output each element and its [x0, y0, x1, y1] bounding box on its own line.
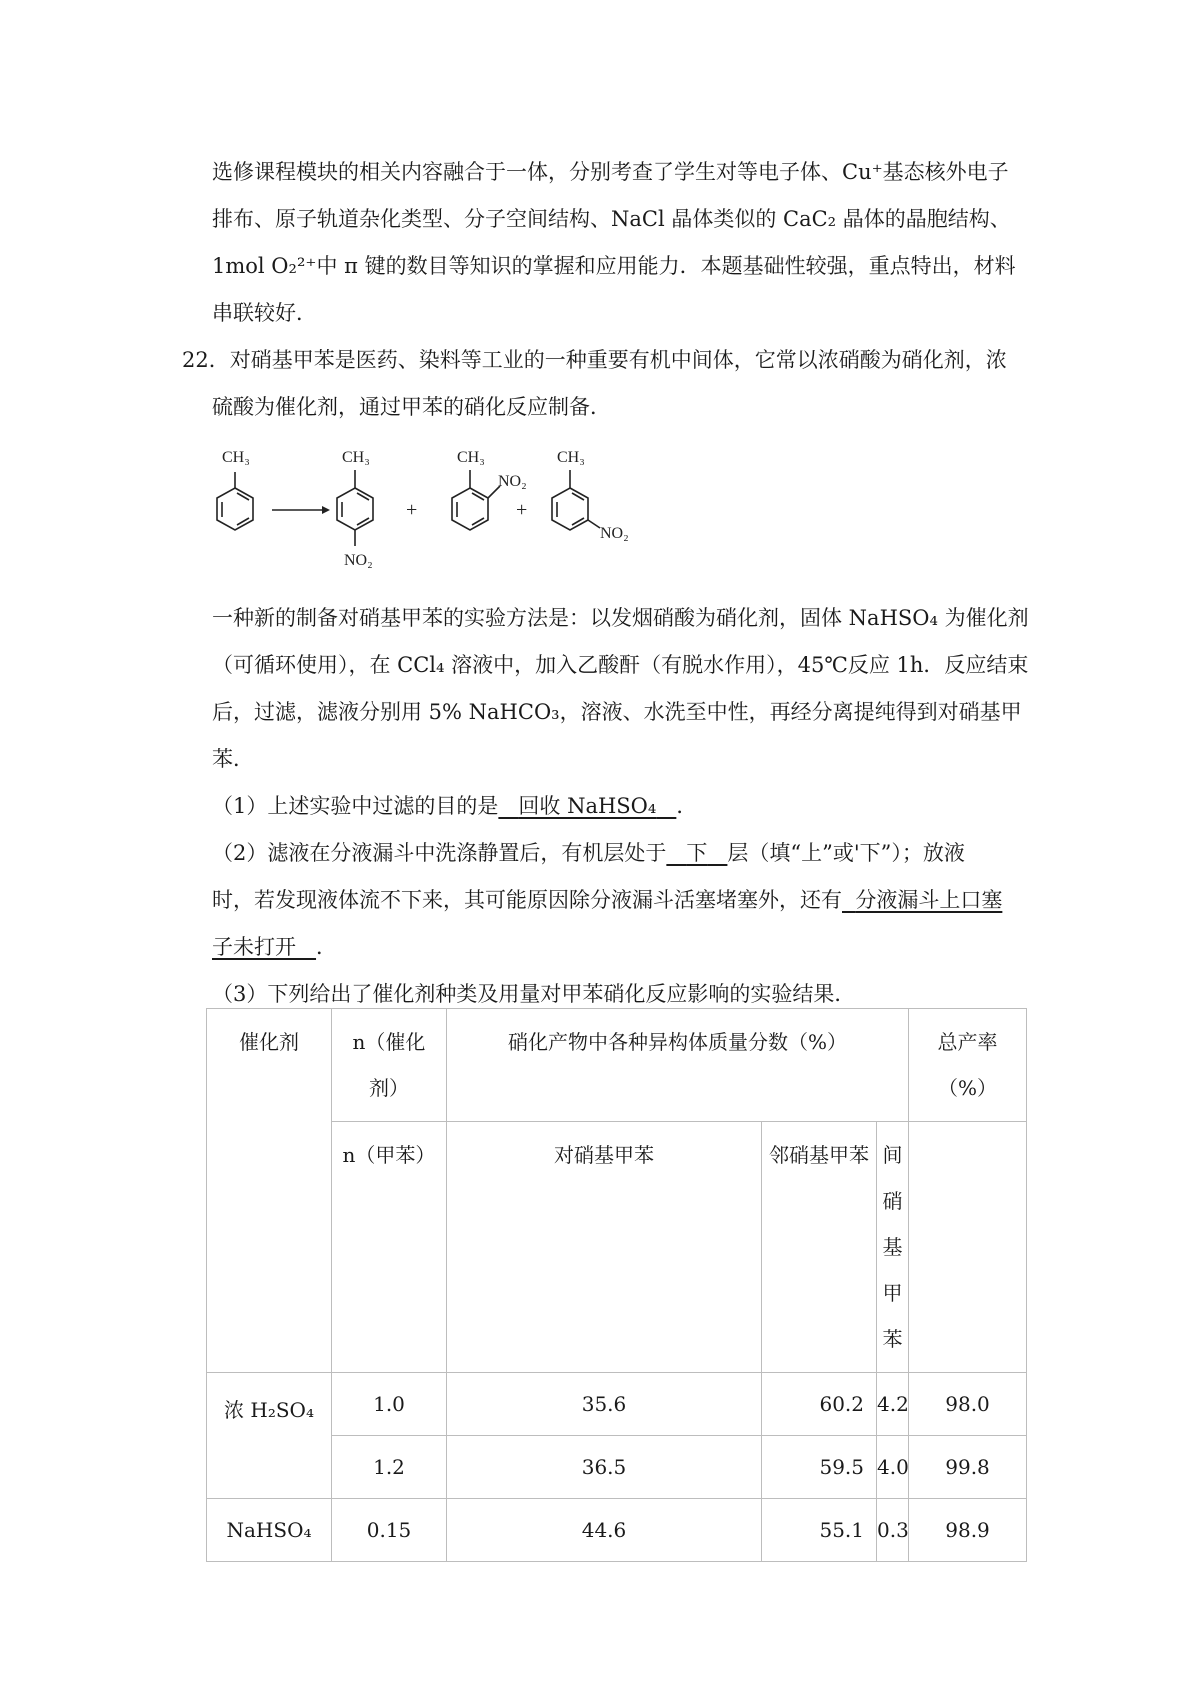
text-line: 串联较好． — [212, 301, 317, 325]
text-line: 一种新的制备对硝基甲苯的实验方法是：以发烟硝酸为硝化剂，固体 NaHSO₄ 为催化剂 — [212, 606, 1029, 630]
ch3-label: CH₃ — [222, 449, 250, 466]
cell-meta: 4.2 — [877, 1373, 909, 1436]
cell-ratio: 1.2 — [332, 1436, 447, 1499]
answer-2b-cont: 子未打开 — [212, 935, 296, 959]
subquestion-2-text: 层（填“上”或'下”）；放液 — [727, 841, 965, 865]
question-22-text: 22．对硝基甲苯是医药、染料等工业的一种重要有机中间体，它常以浓硝酸为硝化剂，浓 — [182, 348, 1007, 372]
punct: ． — [316, 935, 338, 959]
answer-1: 回收 NaHSO₄ — [518, 794, 657, 818]
subquestion-1-prompt: （1）上述实验中过滤的目的是 — [212, 794, 499, 818]
header-yield: 总产率 （%） — [909, 1009, 1027, 1122]
subquestion-2-line2 — [212, 886, 1002, 914]
text-line: 排布、原子轨道杂化类型、分子空间结构、NaCl 晶体类似的 CaC₂ 晶体的晶胞结构、 — [212, 207, 1011, 231]
cell-catalyst: NaHSO₄ — [207, 1499, 332, 1562]
plus-sign: + — [516, 499, 528, 521]
subquestion-1 — [212, 792, 697, 820]
cell-ratio: 0.15 — [332, 1499, 447, 1562]
cell-catalyst: 浓 H₂SO₄ — [207, 1373, 332, 1499]
header-fraction: 硝化产物中各种异构体质量分数（%） — [447, 1009, 909, 1122]
cell-para: 44.6 — [447, 1499, 762, 1562]
cell-yield: 98.9 — [909, 1499, 1027, 1562]
ch3-label: CH₃ — [557, 449, 585, 466]
cell-ratio: 1.0 — [332, 1373, 447, 1436]
header-catalyst: 催化剂 — [207, 1009, 332, 1373]
header-ortho: 邻硝基甲苯 — [762, 1122, 877, 1373]
text-line: 硫酸为催化剂，通过甲苯的硝化反应制备． — [212, 395, 611, 419]
table-row — [207, 1373, 1027, 1436]
no2-label: NO₂ — [344, 552, 373, 569]
subquestion-2-line3 — [212, 933, 337, 961]
answer-2a: 下 — [686, 841, 708, 865]
text-line: 选修课程模块的相关内容融合于一体，分别考查了学生对等电子体、Cu⁺基态核外电子 — [212, 160, 1009, 184]
ch3-label: CH₃ — [342, 449, 370, 466]
results-table — [206, 1008, 1027, 1562]
cell-ortho: 59.5 — [762, 1436, 877, 1499]
subquestion-2 — [212, 839, 965, 867]
no2-label: NO₂ — [600, 525, 629, 542]
text-line: 1mol O₂²⁺中 π 键的数目等知识的掌握和应用能力．本题基础性较强，重点特出，材料 — [212, 254, 1016, 278]
cell-yield: 98.0 — [909, 1373, 1027, 1436]
text-line: 苯． — [212, 747, 254, 771]
subquestion-3: （3）下列给出了催化剂种类及用量对甲苯硝化反应影响的实验结果． — [212, 982, 856, 1006]
header-yield-blank — [909, 1122, 1027, 1373]
ch3-label: CH₃ — [457, 449, 485, 466]
answer-2b: 分液漏斗上口塞 — [855, 888, 1003, 912]
table-header-row — [207, 1009, 1027, 1122]
header-ratio-denominator: n（甲苯） — [332, 1122, 447, 1373]
text-line: 后，过滤，滤液分别用 5% NaHCO₃，溶液、水洗至中性，再经分离提纯得到对硝基甲 — [212, 700, 1022, 724]
table-row — [207, 1499, 1027, 1562]
text-line: （可循环使用），在 CCl₄ 溶液中，加入乙酸酐（有脱水作用），45℃反应 1h．反应结束 — [212, 653, 1029, 677]
cell-meta: 4.0 — [877, 1436, 909, 1499]
cell-para: 35.6 — [447, 1373, 762, 1436]
no2-label: NO₂ — [498, 473, 527, 490]
header-meta: 间 硝 基 甲 苯 — [877, 1122, 909, 1373]
cell-ortho: 60.2 — [762, 1373, 877, 1436]
cell-ortho: 55.1 — [762, 1499, 877, 1562]
cell-meta: 0.3 — [877, 1499, 909, 1562]
reaction-scheme — [210, 440, 650, 573]
subquestion-2-prompt: （2）滤液在分液漏斗中洗涤静置后，有机层处于 — [212, 841, 667, 865]
header-para: 对硝基甲苯 — [447, 1122, 762, 1373]
header-ratio: n（催化 剂） — [332, 1009, 447, 1122]
cell-para: 36.5 — [447, 1436, 762, 1499]
subquestion-2-text: 时，若发现液体流不下来，其可能原因除分液漏斗活塞堵塞外，还有 — [212, 888, 842, 912]
plus-sign: + — [406, 499, 418, 521]
punct: ． — [676, 794, 698, 818]
cell-yield: 99.8 — [909, 1436, 1027, 1499]
